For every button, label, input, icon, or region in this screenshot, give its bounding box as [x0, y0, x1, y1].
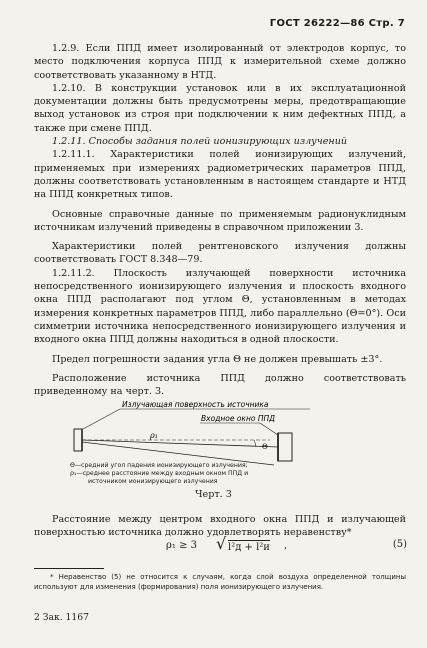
equation-number: (5) — [392, 539, 407, 550]
figure-caption — [70, 462, 370, 486]
paragraph-1-2-9: 1.2.9. Если ППД имеет изолированный от электродов корпус, то место подключения корпуса ППД к измерительной схеме должно соответствовать указанному в НТД. — [34, 43, 406, 81]
paragraph-1-2-11-1: 1.2.11.1. Характеристики полей ионизирующих излучений, применяемых при измерениях радиометрических параметров ППД, должны соответствовать установленным в настоящем стандарте и НТД на ППД конкретных типов. — [34, 149, 406, 201]
print-order-number: 2 Зак. 1167 — [34, 612, 89, 623]
paragraph-1-2-11-2: 1.2.11.2. Плоскость излучающей поверхности источника непосредственного ионизирующего излучения и плоскость входного окна ППД располагают под углом Θ, установленным в методах измерения конкретных параметров ППД, либо параллельно (Θ=0°). Оси симметрии источника непосредственного ионизирующего излучения и входного окна ППД должны находиться в одной плоскости. — [34, 267, 406, 346]
label-window: Входное окно ППД — [201, 414, 275, 423]
label-theta: Θ — [262, 443, 268, 451]
label-rho: ρ₁ — [150, 431, 158, 440]
paragraph-reference-data: Основные справочные данные по применяемым радионуклидным источникам излучений приведены в справочном приложении 3. — [34, 208, 406, 233]
label-surface: Излучающая поверхность источника — [122, 400, 269, 409]
source-block — [74, 429, 82, 451]
paragraph-xray: Характеристики полей рентгеновского излучения должны соответствовать ГОСТ 8.348—79. — [34, 241, 406, 266]
inequality-formula — [166, 534, 406, 558]
main-text — [34, 42, 406, 398]
caption-line-theta: Θ—средний угол падения ионизирующего излучения; — [70, 462, 248, 469]
leader-surface — [83, 409, 120, 429]
detector-block — [278, 433, 292, 461]
paragraph-placement: Расположение источника ППД должно соответствовать приведенному на черт. 3. — [34, 372, 406, 398]
caption-line-rho: ρ₁—среднее расстояние между входным окном ППД и — [70, 470, 249, 477]
sqrt-icon: √ — [216, 534, 227, 553]
footnote-separator — [34, 568, 104, 569]
paragraph-angle-error: Предел погрешности задания угла Θ не должен превышать ±3°. — [52, 353, 383, 365]
page-header: ГОСТ 26222—86 Стр. 7 — [269, 18, 405, 29]
formula-radicand: l²д + l²и — [228, 542, 270, 553]
formula-comma: , — [284, 540, 288, 551]
figure-title: Черт. 3 — [195, 489, 232, 500]
paragraph-distance-condition: Расстояние между центром входного окна ППД и излучающей поверхностью источника должно удовлетворять неравенству* — [34, 514, 406, 539]
formula-lhs: ρ₁ ≥ 3 — [166, 540, 197, 551]
section-heading-1-2-11: 1.2.11. Способы задания полей ионизирующих излучений — [52, 136, 348, 148]
caption-line-rho-cont: источником ионизирующего излучения — [88, 478, 218, 485]
axis-line — [82, 440, 278, 447]
footnote: * Неравенство (5) не относится к случаям, когда слой воздуха определенной толщины используют для изменения (формирования) поля ионизирующего излучения. — [34, 573, 406, 591]
paragraph-1-2-10: 1.2.10. В конструкции установок или в их эксплуатационной документации должны быть предусмотрены меры, предотвращающие выход установок из строя при подключении к ним дефектных ППД, а также при смене ППД. — [34, 82, 406, 134]
leader-window — [260, 423, 278, 435]
